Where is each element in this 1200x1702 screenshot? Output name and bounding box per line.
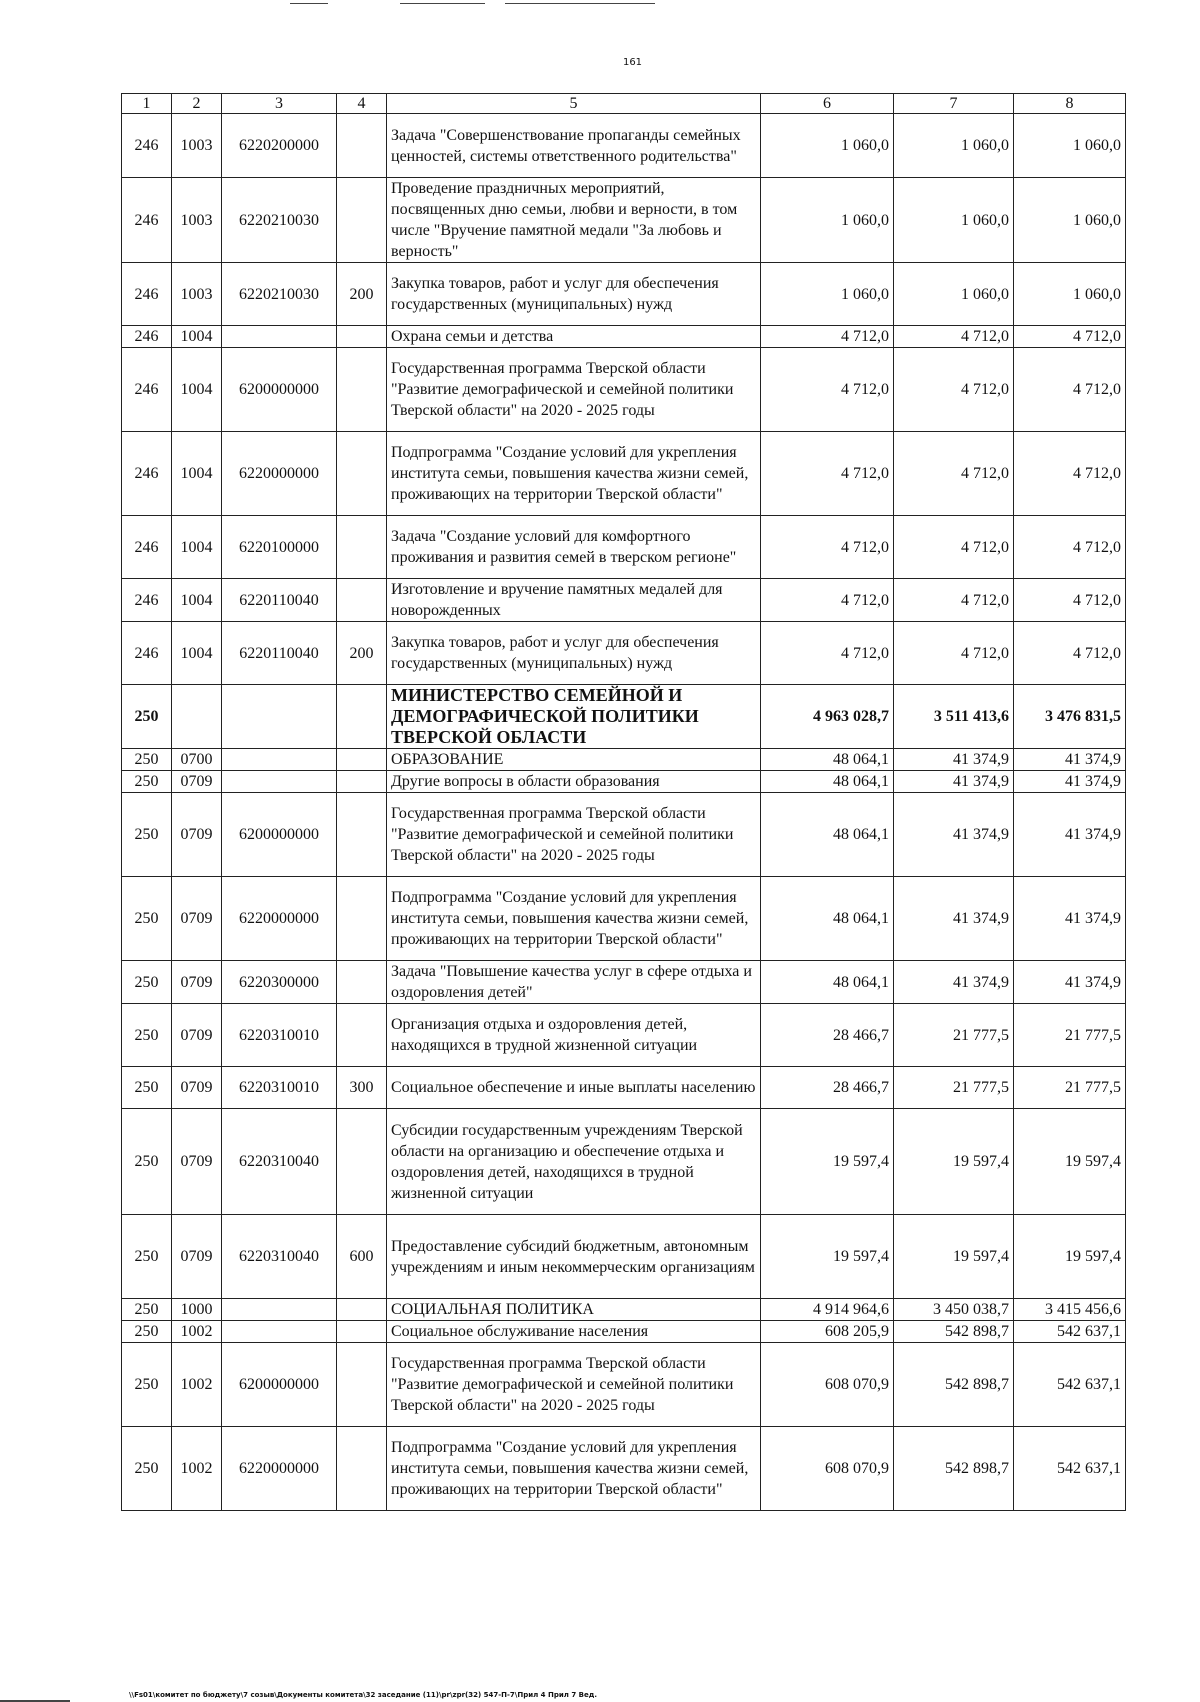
column-header-7: 7 <box>894 94 1014 114</box>
expense-type-code-cell <box>337 1427 387 1511</box>
amount-2022-cell: 19 597,4 <box>894 1109 1014 1215</box>
section-code-cell: 1003 <box>172 178 222 263</box>
footer-file-path: \\Fs01\комитет по бюджету\7 созыв\Документы комитета\32 заседание (11)\pr\zpr(32) 547-П-7\Прил 4 Прил 7 Вед. <box>129 1691 598 1699</box>
table-row <box>122 685 1126 749</box>
amount-2021-cell: 28 466,7 <box>761 1067 894 1109</box>
grbs-code-cell: 250 <box>122 1067 172 1109</box>
target-article-code-cell: 6220310010 <box>222 1004 337 1067</box>
amount-2022-cell: 41 374,9 <box>894 749 1014 771</box>
target-article-code-cell: 6220210030 <box>222 178 337 263</box>
amount-2023-cell: 41 374,9 <box>1014 771 1126 793</box>
amount-2021-cell: 48 064,1 <box>761 877 894 961</box>
description-cell: Задача "Повышение качества услуг в сфере отдыха и оздоровления детей" <box>387 961 761 1004</box>
expense-type-code-cell <box>337 178 387 263</box>
amount-2021-cell: 48 064,1 <box>761 749 894 771</box>
expense-type-code-cell: 600 <box>337 1215 387 1299</box>
table-header <box>122 94 1126 114</box>
amount-2023-cell: 3 476 831,5 <box>1014 685 1126 749</box>
amount-2022-cell: 4 712,0 <box>894 516 1014 579</box>
expense-type-code-cell: 200 <box>337 263 387 326</box>
amount-2023-cell: 3 415 456,6 <box>1014 1299 1126 1321</box>
description-cell: Проведение праздничных мероприятий, посвященных дню семьи, любви и верности, в том числе "Вручение памятной медали "За любовь и верность" <box>387 178 761 263</box>
amount-2022-cell: 3 511 413,6 <box>894 685 1014 749</box>
section-code-cell: 0700 <box>172 749 222 771</box>
expense-type-code-cell <box>337 961 387 1004</box>
description-cell: Закупка товаров, работ и услуг для обеспечения государственных (муниципальных) нужд <box>387 263 761 326</box>
table-row <box>122 622 1126 685</box>
target-article-code-cell: 6220310010 <box>222 1067 337 1109</box>
amount-2023-cell: 1 060,0 <box>1014 178 1126 263</box>
amount-2023-cell: 4 712,0 <box>1014 432 1126 516</box>
grbs-code-cell: 250 <box>122 1299 172 1321</box>
amount-2023-cell: 41 374,9 <box>1014 749 1126 771</box>
table-row <box>122 1109 1126 1215</box>
amount-2022-cell: 3 450 038,7 <box>894 1299 1014 1321</box>
target-article-code-cell: 6200000000 <box>222 348 337 432</box>
section-code-cell: 1002 <box>172 1343 222 1427</box>
column-header-4: 4 <box>337 94 387 114</box>
amount-2023-cell: 542 637,1 <box>1014 1321 1126 1343</box>
amount-2022-cell: 41 374,9 <box>894 793 1014 877</box>
section-code-cell: 0709 <box>172 1109 222 1215</box>
grbs-code-cell: 250 <box>122 749 172 771</box>
target-article-code-cell: 6220300000 <box>222 961 337 1004</box>
table-row <box>122 263 1126 326</box>
target-article-code-cell: 6220100000 <box>222 516 337 579</box>
grbs-code-cell: 250 <box>122 793 172 877</box>
grbs-code-cell: 246 <box>122 622 172 685</box>
target-article-code-cell: 6220310040 <box>222 1215 337 1299</box>
section-code-cell: 1003 <box>172 263 222 326</box>
target-article-code-cell: 6200000000 <box>222 793 337 877</box>
description-cell: Социальное обслуживание населения <box>387 1321 761 1343</box>
grbs-code-cell: 246 <box>122 516 172 579</box>
column-header-2: 2 <box>172 94 222 114</box>
amount-2023-cell: 542 637,1 <box>1014 1427 1126 1511</box>
expense-type-code-cell <box>337 877 387 961</box>
section-code-cell: 0709 <box>172 877 222 961</box>
section-code-cell: 0709 <box>172 771 222 793</box>
section-code-cell: 1004 <box>172 326 222 348</box>
amount-2022-cell: 542 898,7 <box>894 1321 1014 1343</box>
column-header-5: 5 <box>387 94 761 114</box>
grbs-code-cell: 250 <box>122 1109 172 1215</box>
expense-type-code-cell <box>337 793 387 877</box>
description-cell: Подпрограмма "Создание условий для укрепления института семьи, повышения качества жизни семей, проживающих на территории Тверской области" <box>387 877 761 961</box>
expense-type-code-cell <box>337 1299 387 1321</box>
amount-2023-cell: 41 374,9 <box>1014 961 1126 1004</box>
description-cell: Социальное обеспечение и иные выплаты населению <box>387 1067 761 1109</box>
expense-type-code-cell <box>337 432 387 516</box>
amount-2023-cell: 19 597,4 <box>1014 1109 1126 1215</box>
amount-2022-cell: 4 712,0 <box>894 579 1014 622</box>
scan-artifact <box>400 3 485 4</box>
table-row <box>122 793 1126 877</box>
section-code-cell: 1002 <box>172 1427 222 1511</box>
section-code-cell: 0709 <box>172 1215 222 1299</box>
amount-2022-cell: 41 374,9 <box>894 877 1014 961</box>
description-cell: СОЦИАЛЬНАЯ ПОЛИТИКА <box>387 1299 761 1321</box>
description-cell: Закупка товаров, работ и услуг для обеспечения государственных (муниципальных) нужд <box>387 622 761 685</box>
amount-2023-cell: 41 374,9 <box>1014 793 1126 877</box>
section-code-cell: 1004 <box>172 579 222 622</box>
expense-type-code-cell <box>337 114 387 178</box>
amount-2022-cell: 21 777,5 <box>894 1004 1014 1067</box>
expense-type-code-cell <box>337 326 387 348</box>
amount-2021-cell: 19 597,4 <box>761 1215 894 1299</box>
amount-2023-cell: 4 712,0 <box>1014 579 1126 622</box>
grbs-code-cell: 250 <box>122 685 172 749</box>
amount-2021-cell: 4 712,0 <box>761 326 894 348</box>
expense-type-code-cell <box>337 1109 387 1215</box>
column-header-8: 8 <box>1014 94 1126 114</box>
description-cell: Другие вопросы в области образования <box>387 771 761 793</box>
amount-2021-cell: 4 712,0 <box>761 348 894 432</box>
section-code-cell: 0709 <box>172 961 222 1004</box>
section-code-cell: 0709 <box>172 793 222 877</box>
amount-2022-cell: 1 060,0 <box>894 263 1014 326</box>
expense-type-code-cell <box>337 579 387 622</box>
table-row <box>122 516 1126 579</box>
amount-2023-cell: 4 712,0 <box>1014 348 1126 432</box>
grbs-code-cell: 246 <box>122 348 172 432</box>
target-article-code-cell: 6220310040 <box>222 1109 337 1215</box>
amount-2021-cell: 1 060,0 <box>761 263 894 326</box>
section-code-cell: 1004 <box>172 516 222 579</box>
description-cell: ОБРАЗОВАНИЕ <box>387 749 761 771</box>
page-number: 161 <box>622 57 643 68</box>
scan-artifact <box>290 3 328 4</box>
description-cell: Субсидии государственным учреждениям Тверской области на организацию и обеспечение отдыха и оздоровления детей, находящихся в трудной жизненной ситуации <box>387 1109 761 1215</box>
grbs-code-cell: 246 <box>122 114 172 178</box>
table-row <box>122 961 1126 1004</box>
column-header-6: 6 <box>761 94 894 114</box>
target-article-code-cell <box>222 685 337 749</box>
description-cell: Государственная программа Тверской области "Развитие демографической и семейной политики Тверской области" на 2020 - 2025 годы <box>387 348 761 432</box>
amount-2021-cell: 1 060,0 <box>761 114 894 178</box>
grbs-code-cell: 250 <box>122 961 172 1004</box>
target-article-code-cell: 6200000000 <box>222 1343 337 1427</box>
amount-2021-cell: 48 064,1 <box>761 793 894 877</box>
table-row <box>122 348 1126 432</box>
section-code-cell: 1003 <box>172 114 222 178</box>
table-body <box>122 114 1126 1511</box>
table-row <box>122 579 1126 622</box>
amount-2022-cell: 542 898,7 <box>894 1427 1014 1511</box>
grbs-code-cell: 250 <box>122 877 172 961</box>
grbs-code-cell: 250 <box>122 1343 172 1427</box>
amount-2021-cell: 4 963 028,7 <box>761 685 894 749</box>
expense-type-code-cell <box>337 348 387 432</box>
description-cell: Охрана семьи и детства <box>387 326 761 348</box>
amount-2023-cell: 4 712,0 <box>1014 326 1126 348</box>
expense-type-code-cell <box>337 685 387 749</box>
amount-2021-cell: 19 597,4 <box>761 1109 894 1215</box>
grbs-code-cell: 246 <box>122 326 172 348</box>
expense-type-code-cell <box>337 516 387 579</box>
amount-2022-cell: 41 374,9 <box>894 771 1014 793</box>
amount-2021-cell: 608 205,9 <box>761 1321 894 1343</box>
amount-2022-cell: 4 712,0 <box>894 326 1014 348</box>
section-code-cell: 1000 <box>172 1299 222 1321</box>
target-article-code-cell: 6220000000 <box>222 432 337 516</box>
target-article-code-cell: 6220110040 <box>222 622 337 685</box>
expense-type-code-cell <box>337 1343 387 1427</box>
section-code-cell: 0709 <box>172 1067 222 1109</box>
table-row <box>122 1299 1126 1321</box>
section-code-cell: 1002 <box>172 1321 222 1343</box>
column-header-3: 3 <box>222 94 337 114</box>
table-row <box>122 1427 1126 1511</box>
target-article-code-cell <box>222 749 337 771</box>
amount-2021-cell: 608 070,9 <box>761 1427 894 1511</box>
amount-2022-cell: 542 898,7 <box>894 1343 1014 1427</box>
table-row <box>122 1215 1126 1299</box>
section-code-cell: 1004 <box>172 348 222 432</box>
expense-type-code-cell <box>337 771 387 793</box>
grbs-code-cell: 250 <box>122 771 172 793</box>
table-row <box>122 1343 1126 1427</box>
amount-2023-cell: 1 060,0 <box>1014 114 1126 178</box>
amount-2022-cell: 4 712,0 <box>894 432 1014 516</box>
amount-2023-cell: 4 712,0 <box>1014 516 1126 579</box>
amount-2021-cell: 48 064,1 <box>761 961 894 1004</box>
description-cell: Задача "Создание условий для комфортного проживания и развития семей в тверском регионе" <box>387 516 761 579</box>
target-article-code-cell: 6220200000 <box>222 114 337 178</box>
amount-2023-cell: 4 712,0 <box>1014 622 1126 685</box>
table-row <box>122 1004 1126 1067</box>
table-row <box>122 178 1126 263</box>
description-cell: Подпрограмма "Создание условий для укрепления института семьи, повышения качества жизни семей, проживающих на территории Тверской области" <box>387 432 761 516</box>
amount-2022-cell: 21 777,5 <box>894 1067 1014 1109</box>
target-article-code-cell: 6220210030 <box>222 263 337 326</box>
description-cell: Изготовление и вручение памятных медалей для новорожденных <box>387 579 761 622</box>
amount-2022-cell: 19 597,4 <box>894 1215 1014 1299</box>
grbs-code-cell: 246 <box>122 432 172 516</box>
table-row <box>122 326 1126 348</box>
amount-2021-cell: 48 064,1 <box>761 771 894 793</box>
amount-2021-cell: 4 712,0 <box>761 516 894 579</box>
target-article-code-cell: 6220000000 <box>222 877 337 961</box>
amount-2021-cell: 4 712,0 <box>761 622 894 685</box>
description-cell: Государственная программа Тверской области "Развитие демографической и семейной политики Тверской области" на 2020 - 2025 годы <box>387 793 761 877</box>
target-article-code-cell: 6220000000 <box>222 1427 337 1511</box>
grbs-code-cell: 246 <box>122 178 172 263</box>
amount-2021-cell: 4 712,0 <box>761 432 894 516</box>
table-row <box>122 771 1126 793</box>
expense-type-code-cell <box>337 1004 387 1067</box>
amount-2021-cell: 4 712,0 <box>761 579 894 622</box>
section-code-cell: 1004 <box>172 622 222 685</box>
budget-table <box>121 93 1126 1511</box>
target-article-code-cell <box>222 771 337 793</box>
expense-type-code-cell <box>337 1321 387 1343</box>
expense-type-code-cell <box>337 749 387 771</box>
grbs-code-cell: 246 <box>122 579 172 622</box>
table-row <box>122 1067 1126 1109</box>
grbs-code-cell: 250 <box>122 1215 172 1299</box>
target-article-code-cell: 6220110040 <box>222 579 337 622</box>
amount-2021-cell: 1 060,0 <box>761 178 894 263</box>
amount-2021-cell: 608 070,9 <box>761 1343 894 1427</box>
table-row <box>122 432 1126 516</box>
grbs-code-cell: 250 <box>122 1427 172 1511</box>
table-row <box>122 114 1126 178</box>
amount-2023-cell: 41 374,9 <box>1014 877 1126 961</box>
expense-type-code-cell: 200 <box>337 622 387 685</box>
expense-type-code-cell: 300 <box>337 1067 387 1109</box>
amount-2022-cell: 1 060,0 <box>894 114 1014 178</box>
amount-2022-cell: 1 060,0 <box>894 178 1014 263</box>
amount-2023-cell: 21 777,5 <box>1014 1067 1126 1109</box>
scan-artifact <box>505 3 655 4</box>
description-cell: Государственная программа Тверской области "Развитие демографической и семейной политики Тверской области" на 2020 - 2025 годы <box>387 1343 761 1427</box>
grbs-code-cell: 246 <box>122 263 172 326</box>
amount-2023-cell: 21 777,5 <box>1014 1004 1126 1067</box>
table-row <box>122 1321 1126 1343</box>
header-row <box>122 94 1126 114</box>
amount-2022-cell: 41 374,9 <box>894 961 1014 1004</box>
section-code-cell <box>172 685 222 749</box>
table-row <box>122 877 1126 961</box>
amount-2021-cell: 28 466,7 <box>761 1004 894 1067</box>
section-code-cell: 1004 <box>172 432 222 516</box>
description-cell: Подпрограмма "Создание условий для укрепления института семьи, повышения качества жизни семей, проживающих на территории Тверской области" <box>387 1427 761 1511</box>
amount-2022-cell: 4 712,0 <box>894 348 1014 432</box>
section-code-cell: 0709 <box>172 1004 222 1067</box>
grbs-code-cell: 250 <box>122 1321 172 1343</box>
description-cell: Предоставление субсидий бюджетным, автономным учреждениям и иным некоммерческим организациям <box>387 1215 761 1299</box>
table-row <box>122 749 1126 771</box>
target-article-code-cell <box>222 1299 337 1321</box>
target-article-code-cell <box>222 1321 337 1343</box>
grbs-code-cell: 250 <box>122 1004 172 1067</box>
amount-2021-cell: 4 914 964,6 <box>761 1299 894 1321</box>
description-cell: Организация отдыха и оздоровления детей, находящихся в трудной жизненной ситуации <box>387 1004 761 1067</box>
description-cell: Задача "Совершенствование пропаганды семейных ценностей, системы ответственного родительства" <box>387 114 761 178</box>
amount-2022-cell: 4 712,0 <box>894 622 1014 685</box>
target-article-code-cell <box>222 326 337 348</box>
column-header-1: 1 <box>122 94 172 114</box>
description-cell: МИНИСТЕРСТВО СЕМЕЙНОЙ И ДЕМОГРАФИЧЕСКОЙ ПОЛИТИКИ ТВЕРСКОЙ ОБЛАСТИ <box>387 685 761 749</box>
amount-2023-cell: 19 597,4 <box>1014 1215 1126 1299</box>
amount-2023-cell: 542 637,1 <box>1014 1343 1126 1427</box>
amount-2023-cell: 1 060,0 <box>1014 263 1126 326</box>
